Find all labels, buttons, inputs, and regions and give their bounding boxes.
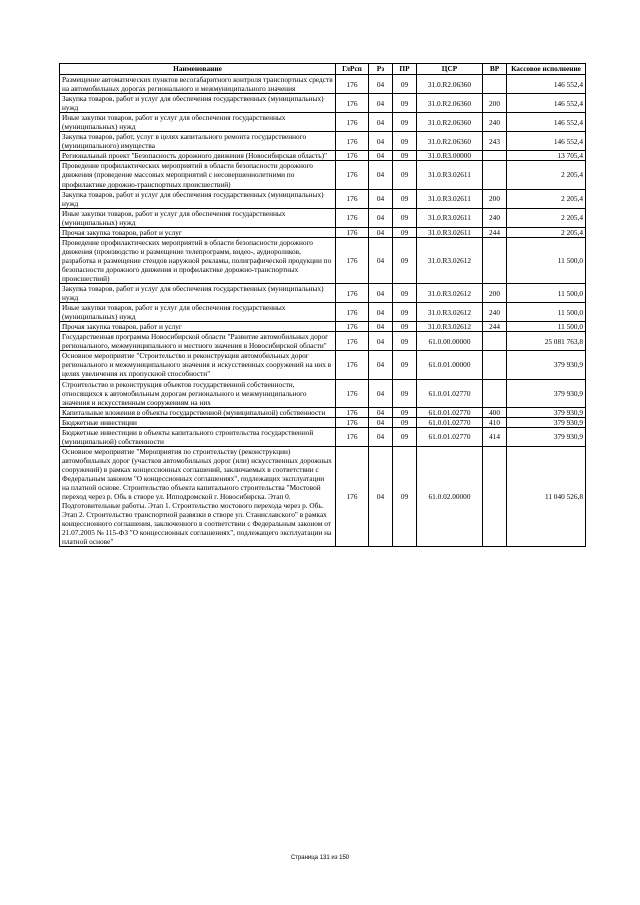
cell-vr: 244 xyxy=(483,227,507,237)
cell-vr: 200 xyxy=(483,94,507,113)
cell-name: Строительство и реконструкция объектов государственной собственности, относящихся к автомобильным дорогам регионального и межмуниципального значения и искусственным сооружениям на них xyxy=(60,379,336,407)
cell-amount: 11 500,0 xyxy=(507,322,586,332)
table-row xyxy=(60,151,586,161)
cell-glrsp: 176 xyxy=(336,322,369,332)
cell-rz: 04 xyxy=(369,227,393,237)
table-row xyxy=(60,427,586,446)
cell-glrsp: 176 xyxy=(336,132,369,151)
header-rz: Рз xyxy=(369,64,393,75)
cell-pr: 09 xyxy=(393,417,417,427)
cell-glrsp: 176 xyxy=(336,332,369,351)
cell-rz: 04 xyxy=(369,351,393,379)
cell-name: Капитальные вложения в объекты государственной (муниципальной) собственности xyxy=(60,407,336,417)
cell-csr: 61.0.00.00000 xyxy=(417,332,483,351)
cell-glrsp: 176 xyxy=(336,189,369,208)
cell-glrsp: 176 xyxy=(336,427,369,446)
cell-pr: 09 xyxy=(393,75,417,94)
cell-name: Прочая закупка товаров, работ и услуг xyxy=(60,322,336,332)
cell-vr: 400 xyxy=(483,407,507,417)
cell-pr: 09 xyxy=(393,332,417,351)
cell-glrsp: 176 xyxy=(336,417,369,427)
cell-amount: 379 930,9 xyxy=(507,351,586,379)
cell-amount: 146 552,4 xyxy=(507,132,586,151)
cell-glrsp: 176 xyxy=(336,151,369,161)
cell-pr: 09 xyxy=(393,446,417,547)
cell-glrsp: 176 xyxy=(336,446,369,547)
table-row xyxy=(60,113,586,132)
cell-rz: 04 xyxy=(369,189,393,208)
cell-name: Бюджетные инвестиции xyxy=(60,417,336,427)
cell-pr: 09 xyxy=(393,151,417,161)
cell-amount: 25 081 763,8 xyxy=(507,332,586,351)
cell-name: Государственная программа Новосибирской области "Развитие автомобильных дорог регионального, межмуниципального и местного значения в Новосибирской области" xyxy=(60,332,336,351)
table-row xyxy=(60,237,586,283)
cell-vr: 244 xyxy=(483,322,507,332)
cell-amount: 2 205,4 xyxy=(507,227,586,237)
cell-rz: 04 xyxy=(369,427,393,446)
cell-glrsp: 176 xyxy=(336,407,369,417)
cell-amount: 146 552,4 xyxy=(507,75,586,94)
table-row xyxy=(60,227,586,237)
cell-csr: 31.0.R3.02612 xyxy=(417,237,483,283)
cell-rz: 04 xyxy=(369,284,393,303)
cell-glrsp: 176 xyxy=(336,94,369,113)
cell-csr: 31.0.R3.02612 xyxy=(417,322,483,332)
cell-rz: 04 xyxy=(369,161,393,189)
cell-glrsp: 176 xyxy=(336,379,369,407)
cell-vr: 240 xyxy=(483,113,507,132)
cell-pr: 09 xyxy=(393,303,417,322)
cell-pr: 09 xyxy=(393,379,417,407)
header-pr: ПР xyxy=(393,64,417,75)
header-name: Наименование xyxy=(60,64,336,75)
table-row xyxy=(60,75,586,94)
cell-amount: 2 205,4 xyxy=(507,161,586,189)
cell-csr: 31.0.R3.02611 xyxy=(417,208,483,227)
cell-glrsp: 176 xyxy=(336,303,369,322)
cell-name: Региональный проект "Безопасность дорожного движения (Новосибирская область)" xyxy=(60,151,336,161)
cell-rz: 04 xyxy=(369,237,393,283)
cell-vr xyxy=(483,237,507,283)
cell-rz: 04 xyxy=(369,94,393,113)
table-row xyxy=(60,208,586,227)
cell-csr: 31.0.R2.06360 xyxy=(417,113,483,132)
cell-rz: 04 xyxy=(369,151,393,161)
cell-rz: 04 xyxy=(369,417,393,427)
cell-name: Закупка товаров, работ и услуг для обеспечения государственных (муниципальных) нужд xyxy=(60,189,336,208)
cell-pr: 09 xyxy=(393,427,417,446)
cell-pr: 09 xyxy=(393,132,417,151)
cell-csr: 31.0.R2.06360 xyxy=(417,132,483,151)
cell-glrsp: 176 xyxy=(336,161,369,189)
cell-rz: 04 xyxy=(369,332,393,351)
cell-vr: 240 xyxy=(483,208,507,227)
table-row xyxy=(60,132,586,151)
cell-pr: 09 xyxy=(393,189,417,208)
cell-vr xyxy=(483,75,507,94)
table-row xyxy=(60,417,586,427)
budget-table xyxy=(59,63,586,547)
cell-pr: 09 xyxy=(393,227,417,237)
table-row xyxy=(60,284,586,303)
cell-rz: 04 xyxy=(369,322,393,332)
cell-vr: 414 xyxy=(483,427,507,446)
cell-glrsp: 176 xyxy=(336,284,369,303)
table-row xyxy=(60,322,586,332)
table-row xyxy=(60,161,586,189)
table-row xyxy=(60,407,586,417)
cell-vr: 200 xyxy=(483,284,507,303)
cell-name: Бюджетные инвестиции в объекты капитального строительства государственной (муниципальной) собственности xyxy=(60,427,336,446)
cell-glrsp: 176 xyxy=(336,237,369,283)
header-csr: ЦСР xyxy=(417,64,483,75)
cell-name: Иные закупки товаров, работ и услуг для обеспечения государственных (муниципальных) нужд xyxy=(60,208,336,227)
cell-csr: 61.0.01.02770 xyxy=(417,417,483,427)
cell-vr: 410 xyxy=(483,417,507,427)
cell-csr: 61.0.01.02770 xyxy=(417,379,483,407)
page-number: Страница 131 из 150 xyxy=(290,855,350,861)
cell-csr: 31.0.R3.02611 xyxy=(417,227,483,237)
table-row xyxy=(60,379,586,407)
cell-glrsp: 176 xyxy=(336,113,369,132)
cell-amount: 146 552,4 xyxy=(507,94,586,113)
cell-csr: 61.0.01.02770 xyxy=(417,407,483,417)
cell-name: Прочая закупка товаров, работ и услуг xyxy=(60,227,336,237)
table-row xyxy=(60,446,586,547)
cell-name: Основное мероприятие "Строительство и реконструкция автомобильных дорог регионального и межмуниципального значения и искусственных сооружений на них в целях увеличения их пропускной способности" xyxy=(60,351,336,379)
cell-vr xyxy=(483,151,507,161)
table-row xyxy=(60,351,586,379)
cell-vr: 240 xyxy=(483,303,507,322)
table-row xyxy=(60,332,586,351)
cell-csr: 31.0.R2.06360 xyxy=(417,94,483,113)
cell-csr: 31.0.R2.06360 xyxy=(417,75,483,94)
cell-pr: 09 xyxy=(393,113,417,132)
cell-name: Размещение автоматических пунктов весогабаритного контроля транспортных средств на автомобильных дорогах регионального и межмуниципального значения xyxy=(60,75,336,94)
cell-name: Проведение профилактических мероприятий в области безопасности дорожного движения (проведение массовых мероприятий с несовершеннолетними по профилактике дорожно-транспортных происшествий) xyxy=(60,161,336,189)
cell-vr xyxy=(483,161,507,189)
cell-csr: 31.0.R3.00000 xyxy=(417,151,483,161)
header-amount: Кассовое исполнение xyxy=(507,64,586,75)
cell-amount: 379 930,9 xyxy=(507,379,586,407)
cell-csr: 61.0.01.02770 xyxy=(417,427,483,446)
cell-amount: 13 705,4 xyxy=(507,151,586,161)
cell-amount: 11 040 526,8 xyxy=(507,446,586,547)
cell-vr xyxy=(483,332,507,351)
cell-pr: 09 xyxy=(393,351,417,379)
cell-amount: 11 500,0 xyxy=(507,303,586,322)
cell-name: Закупка товаров, работ и услуг для обеспечения государственных (муниципальных) нужд xyxy=(60,284,336,303)
cell-vr: 243 xyxy=(483,132,507,151)
cell-amount: 379 930,9 xyxy=(507,427,586,446)
cell-pr: 09 xyxy=(393,322,417,332)
cell-rz: 04 xyxy=(369,132,393,151)
cell-vr xyxy=(483,379,507,407)
cell-name: Закупка товаров, работ, услуг в целях капитального ремонта государственного (муниципального) имущества xyxy=(60,132,336,151)
cell-amount: 11 500,0 xyxy=(507,237,586,283)
cell-vr xyxy=(483,351,507,379)
cell-glrsp: 176 xyxy=(336,227,369,237)
cell-rz: 04 xyxy=(369,446,393,547)
table-row xyxy=(60,303,586,322)
cell-pr: 09 xyxy=(393,208,417,227)
cell-amount: 2 205,4 xyxy=(507,189,586,208)
cell-rz: 04 xyxy=(369,75,393,94)
cell-csr: 31.0.R3.02611 xyxy=(417,161,483,189)
cell-amount: 146 552,4 xyxy=(507,113,586,132)
table-row xyxy=(60,94,586,113)
cell-glrsp: 176 xyxy=(336,75,369,94)
cell-csr: 61.0.01.00000 xyxy=(417,351,483,379)
table-row xyxy=(60,189,586,208)
cell-name: Иные закупки товаров, работ и услуг для обеспечения государственных (муниципальных) нужд xyxy=(60,113,336,132)
cell-rz: 04 xyxy=(369,113,393,132)
cell-amount: 11 500,0 xyxy=(507,284,586,303)
cell-csr: 31.0.R3.02612 xyxy=(417,284,483,303)
cell-csr: 31.0.R3.02611 xyxy=(417,189,483,208)
cell-rz: 04 xyxy=(369,303,393,322)
cell-amount: 2 205,4 xyxy=(507,208,586,227)
cell-name: Проведение профилактических мероприятий в области безопасности дорожного движения (производство и размещение телепрограмм, видео-, аудиороликов, разработка и размещение стендов наружной рекламы, полиграфической продукции по безопасности дорожного движения и профилактике дорожно-транспортных происшествий) xyxy=(60,237,336,283)
cell-pr: 09 xyxy=(393,407,417,417)
cell-rz: 04 xyxy=(369,208,393,227)
cell-csr: 61.0.02.00000 xyxy=(417,446,483,547)
cell-rz: 04 xyxy=(369,379,393,407)
header-vr: ВР xyxy=(483,64,507,75)
cell-rz: 04 xyxy=(369,407,393,417)
cell-vr: 200 xyxy=(483,189,507,208)
cell-pr: 09 xyxy=(393,161,417,189)
cell-pr: 09 xyxy=(393,237,417,283)
cell-name: Иные закупки товаров, работ и услуг для обеспечения государственных (муниципальных) нужд xyxy=(60,303,336,322)
cell-name: Закупка товаров, работ и услуг для обеспечения государственных (муниципальных) нужд xyxy=(60,94,336,113)
cell-pr: 09 xyxy=(393,284,417,303)
cell-pr: 09 xyxy=(393,94,417,113)
cell-glrsp: 176 xyxy=(336,351,369,379)
cell-name: Основное мероприятие "Мероприятия по строительству (реконструкции) автомобильных дорог (участков автомобильных дорог (или) искусственных дорожных сооружений) в рамках концессионных соглашений, заключаемых в соответствии с Федеральным законом "О концессионных соглашениях", подлежащих эксплуатации на платной основе. Строительство объекта капитального строительства "Мостовой переход через р. Обь в створе ул. Ипподромской г. Новосибирска. Этап 0. Подготовительные работы. Этап 1. Строительство мостового перехода через р. Обь. Этап 2. Строительство транспортной развязки в створе ул. Станиславского" в рамках концессионного соглашения, заключенного в соответствии с Федеральным законом от 21.07.2005 № 115-ФЗ "О концессионных соглашениях", подлежащего эксплуатации на платной основе" xyxy=(60,446,336,547)
cell-glrsp: 176 xyxy=(336,208,369,227)
cell-vr xyxy=(483,446,507,547)
table-header-row xyxy=(60,64,586,75)
cell-amount: 379 930,9 xyxy=(507,407,586,417)
cell-amount: 379 930,9 xyxy=(507,417,586,427)
table-body xyxy=(60,75,586,547)
cell-csr: 31.0.R3.02612 xyxy=(417,303,483,322)
header-glrsp: ГлРсп xyxy=(336,64,369,75)
